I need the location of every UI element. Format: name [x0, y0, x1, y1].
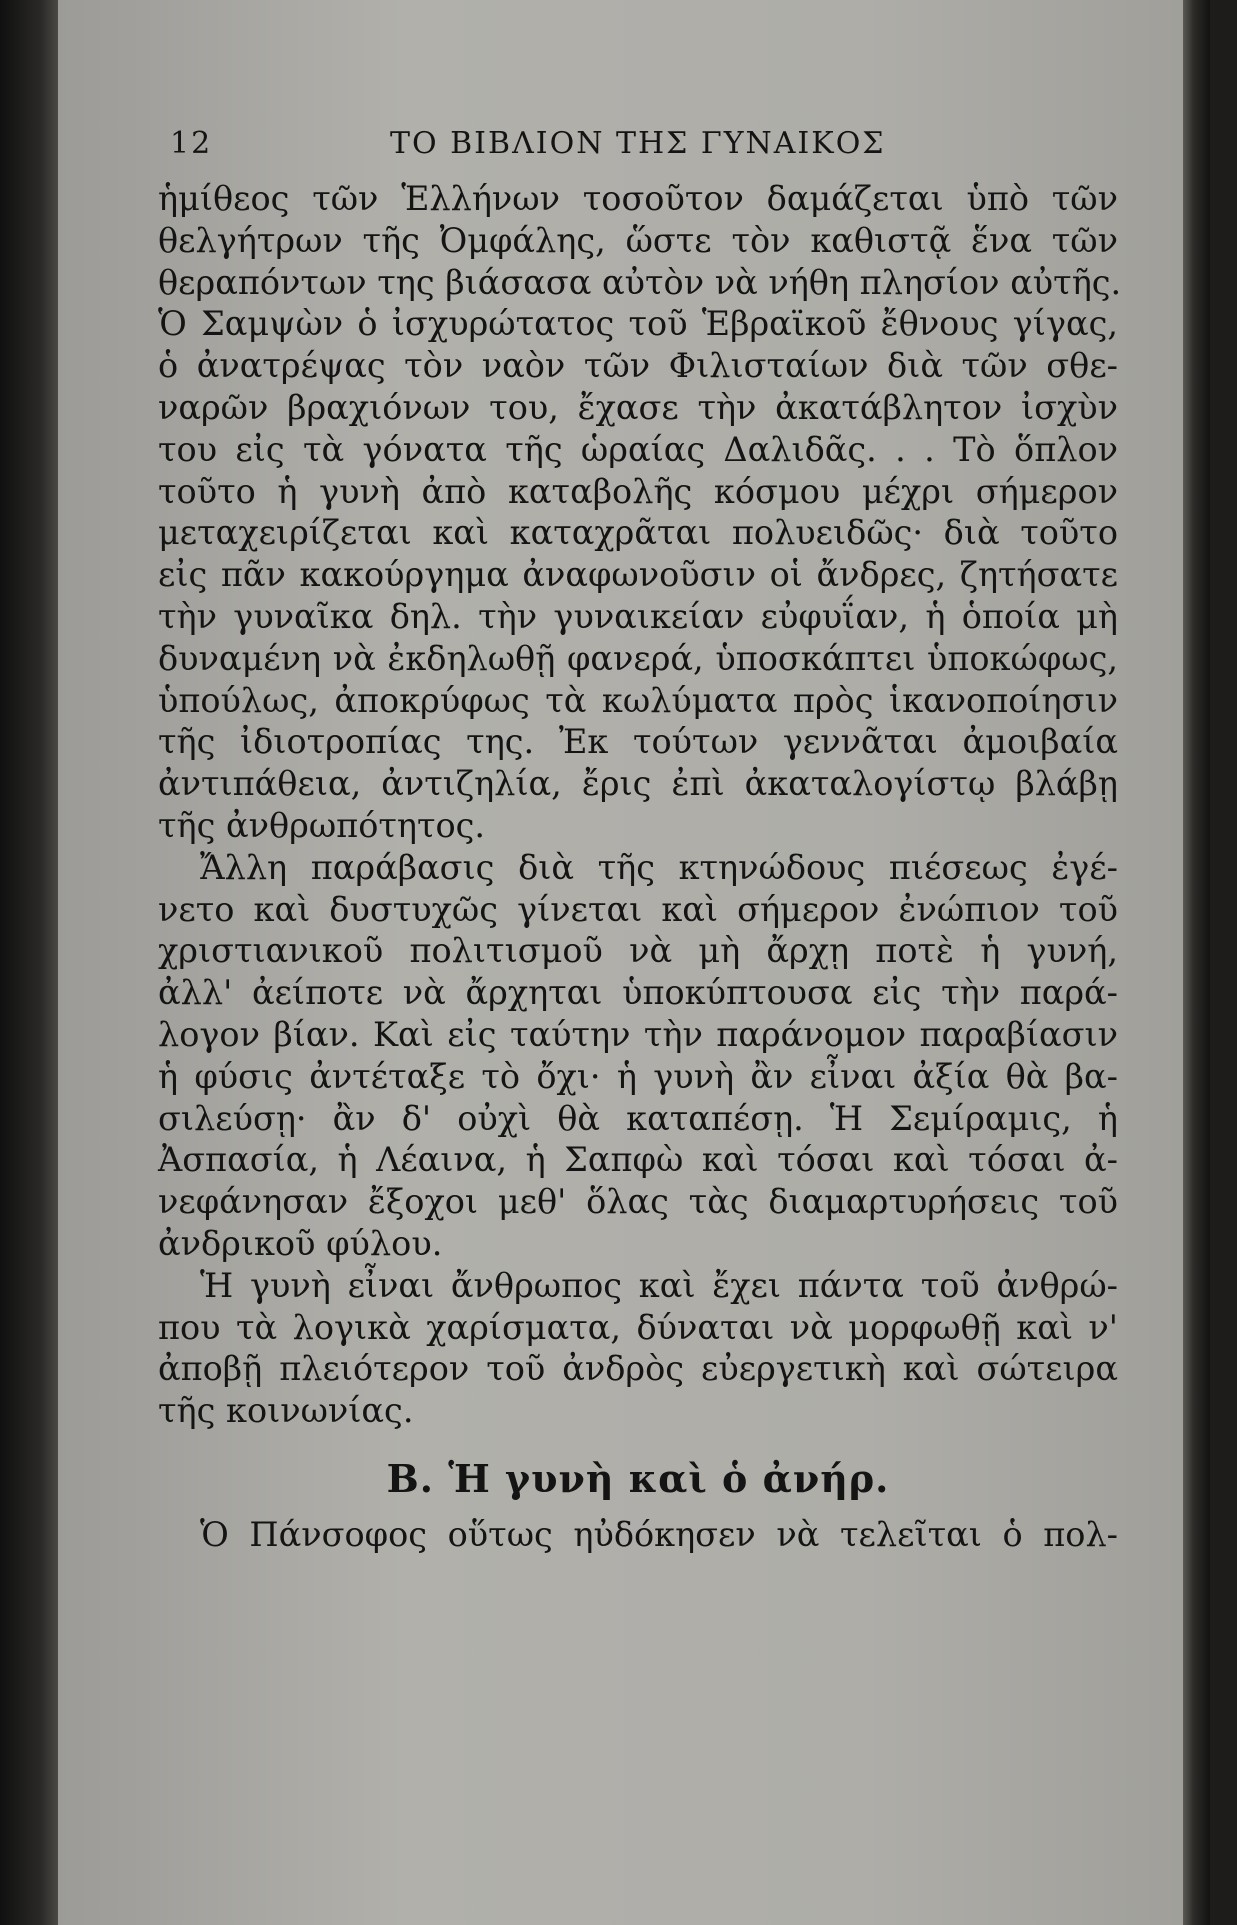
scan-right-edge: [1183, 0, 1210, 1925]
text-line: Ἄλλη παράβασις διὰ τῆς κτηνώδους πιέσεως ἐγέ-: [200, 847, 1118, 887]
text-line: ὑπούλως, ἀποκρύφως τὰ κωλύματα πρὸς ἱκανοποίησιν: [158, 680, 1118, 720]
text-line: σιλεύσῃ· ἂν δ' οὐχὶ θὰ καταπέσῃ. Ἡ Σεμίραμις, ἡ: [158, 1098, 1118, 1138]
text-line: Ὁ Πάνσοφος οὕτως ηὐδόκησεν νὰ τελεῖται ὁ πολ-: [200, 1514, 1118, 1554]
running-head: [158, 118, 1190, 168]
text-line: ὁ ἀνατρέψας τὸν ναὸν τῶν Φιλισταίων διὰ τῶν σθε-: [158, 346, 1118, 386]
text-line: Ὁ Σαμψὼν ὁ ἰσχυρώτατος τοῦ Ἑβραϊκοῦ ἔθνους γίγας,: [158, 304, 1118, 344]
text-line: τὴν γυναῖκα δηλ. τὴν γυναικείαν εὐφυΐαν, ἡ ὁποία μὴ: [158, 596, 1118, 636]
text-line: τοῦτο ἡ γυνὴ ἀπὸ καταβολῆς κόσμου μέχρι σήμερον: [158, 471, 1118, 511]
body-text: [158, 178, 1122, 1556]
paragraph: [158, 178, 1122, 847]
page-number: 12: [170, 126, 213, 161]
text-line: θεραπόντων της βιάσασα αὐτὸν νὰ νήθη πλησίον αὐτῆς.: [158, 262, 1122, 302]
text-line: ἡμίθεος τῶν Ἑλλήνων τοσοῦτον δαμάζεται ὑπὸ τῶν: [158, 179, 1118, 218]
text-line: ἡ φύσις ἀντέταξε τὸ ὄχι· ἡ γυνὴ ἂν εἶναι ἀξία θὰ βα-: [158, 1056, 1118, 1096]
text-line: τῆς κοινωνίας.: [158, 1391, 414, 1431]
text-line: που τὰ λογικὰ χαρίσματα, δύναται νὰ μορφωθῇ καὶ ν': [158, 1307, 1118, 1347]
text-line: ἀλλ' ἀείποτε νὰ ἄρχηται ὑποκύπτουσα εἰς τὴν παρά-: [158, 973, 1118, 1013]
text-line: ἀνδρικοῦ φύλου.: [158, 1223, 443, 1263]
paragraph: [158, 1514, 1118, 1556]
scan-left-edge: [0, 0, 58, 1925]
text-line: δυναμένη νὰ ἐκδηλωθῇ φανερά, ὑποσκάπτει ὑποκώφως,: [158, 638, 1118, 678]
text-line: λογον βίαν. Καὶ εἰς ταύτην τὴν παράνομον παραβίασιν: [158, 1014, 1118, 1054]
text-line: νεφάνησαν ἔξοχοι μεθ' ὅλας τὰς διαμαρτυρήσεις τοῦ: [158, 1182, 1118, 1222]
paragraph: [158, 1265, 1118, 1432]
text-line: του εἰς τὰ γόνατα τῆς ὡραίας Δαλιδᾶς. . . Τὸ ὅπλον: [158, 429, 1118, 469]
text-line: θελγήτρων τῆς Ὀμφάλης, ὥστε τὸν καθιστᾷ ἕνα τῶν: [158, 220, 1118, 260]
text-line: τῆς ἰδιοτροπίας της. Ἐκ τούτων γεννᾶται ἀμοιβαία: [158, 722, 1118, 762]
running-title: ΤΟ ΒΙΒΛΙΟΝ ΤΗΣ ΓΥΝΑΙΚΟΣ: [390, 126, 886, 161]
text-line: ἀντιπάθεια, ἀντιζηλία, ἔρις ἐπὶ ἀκαταλογίστῳ βλάβῃ: [158, 764, 1118, 804]
text-line: Ἡ γυνὴ εἶναι ἄνθρωπος καὶ ἔχει πάντα τοῦ ἀνθρώ-: [200, 1265, 1118, 1305]
text-line: τῆς ἀνθρωπότητος.: [158, 805, 486, 845]
text-line: ναρῶν βραχιόνων του, ἔχασε τὴν ἀκατάβλητον ἰσχὺν: [158, 387, 1118, 427]
text-line: Ἀσπασία, ἡ Λέαινα, ἡ Σαπφὼ καὶ τόσαι καὶ τόσαι ἀ-: [158, 1140, 1118, 1180]
text-line: χριστιανικοῦ πολιτισμοῦ νὰ μὴ ἄρχῃ ποτὲ ἡ γυνή,: [158, 931, 1118, 971]
text-line: ἀποβῇ πλειότερον τοῦ ἀνδρὸς εὐεργετικὴ καὶ σώτειρα: [158, 1349, 1118, 1389]
paragraph: [158, 847, 1118, 1265]
text-line: νετο καὶ δυστυχῶς γίνεται καὶ σήμερον ἐνώπιον τοῦ: [158, 889, 1118, 929]
book-page: [58, 0, 1210, 1925]
text-line: εἰς πᾶν κακούργημα ἀναφωνοῦσιν οἱ ἄνδρες, ζητήσατε: [158, 555, 1118, 595]
section-heading: Β. Ἡ γυνὴ καὶ ὁ ἀνήρ.: [386, 1455, 890, 1501]
text-line: μεταχειρίζεται καὶ καταχρᾶται πολυειδῶς· διὰ τοῦτο: [158, 513, 1118, 553]
